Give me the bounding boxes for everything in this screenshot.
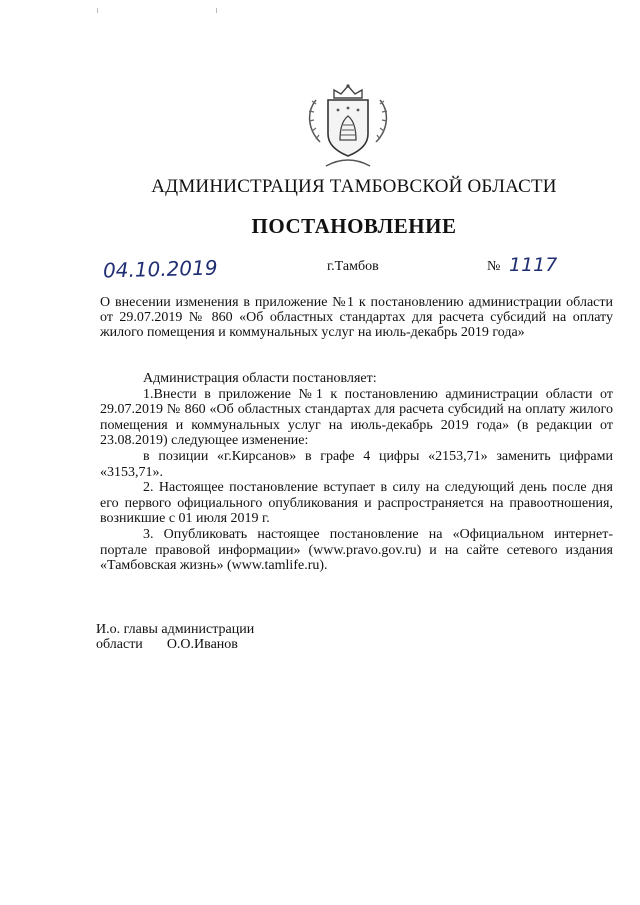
- scan-mark: [97, 8, 98, 13]
- scan-mark: [216, 8, 217, 13]
- body-paragraph: 1.Внести в приложение №1 к постановлению администрации области от 29.07.2019 № 860 «Об областных стандартах для расчета субсидий на оплату жилого помещения и коммунальных услуг на июль-декабрь 2019 года» (в редакции от 23.08.2019) следующее изменение:: [100, 386, 613, 449]
- body-paragraph: в позиции «г.Кирсанов» в графе 4 цифры «2153,71» заменить цифрами «3153,71».: [100, 448, 613, 480]
- coat-of-arms-icon: [298, 82, 398, 172]
- body-paragraph: 2. Настоящее постановление вступает в силу на следующий день после дня его первого официального опубликования и распространяется на правоотношения, возникшие с 01 июля 2019 г.: [100, 480, 613, 527]
- body-paragraph: Администрация области постановляет:: [143, 371, 377, 386]
- signature-position-line2: [96, 637, 254, 652]
- document-body: [100, 371, 613, 574]
- signature-position-region: области: [96, 637, 143, 652]
- document-number-label: №: [487, 259, 501, 274]
- signature-block: [96, 622, 254, 652]
- document-subject: О внесении изменения в приложение №1 к постановлению администрации области от 29.07.2019 № 860 «Об областных стандартах для расчета субсидий на оплату жилого помещения и коммунальных услуг на июль-декабрь 2019 года»: [100, 295, 613, 340]
- organization-name: АДМИНИСТРАЦИЯ ТАМБОВСКОЙ ОБЛАСТИ: [151, 176, 557, 197]
- document-type: ПОСТАНОВЛЕНИЕ: [251, 214, 457, 238]
- document-number: 1117: [509, 254, 558, 276]
- signature-position-line1: И.о. главы администрации: [96, 622, 255, 637]
- document-date: 04.10.2019: [102, 255, 218, 283]
- signature-name: О.О.Иванов: [166, 637, 238, 652]
- body-paragraph: 3. Опубликовать настоящее постановление на «Официальном интернет-портале правовой информации» (www.pravo.gov.ru) и на сайте сетевого издания «Тамбовская жизнь» (www.tamlife.ru).: [100, 526, 613, 574]
- document-city: г.Тамбов: [327, 259, 379, 274]
